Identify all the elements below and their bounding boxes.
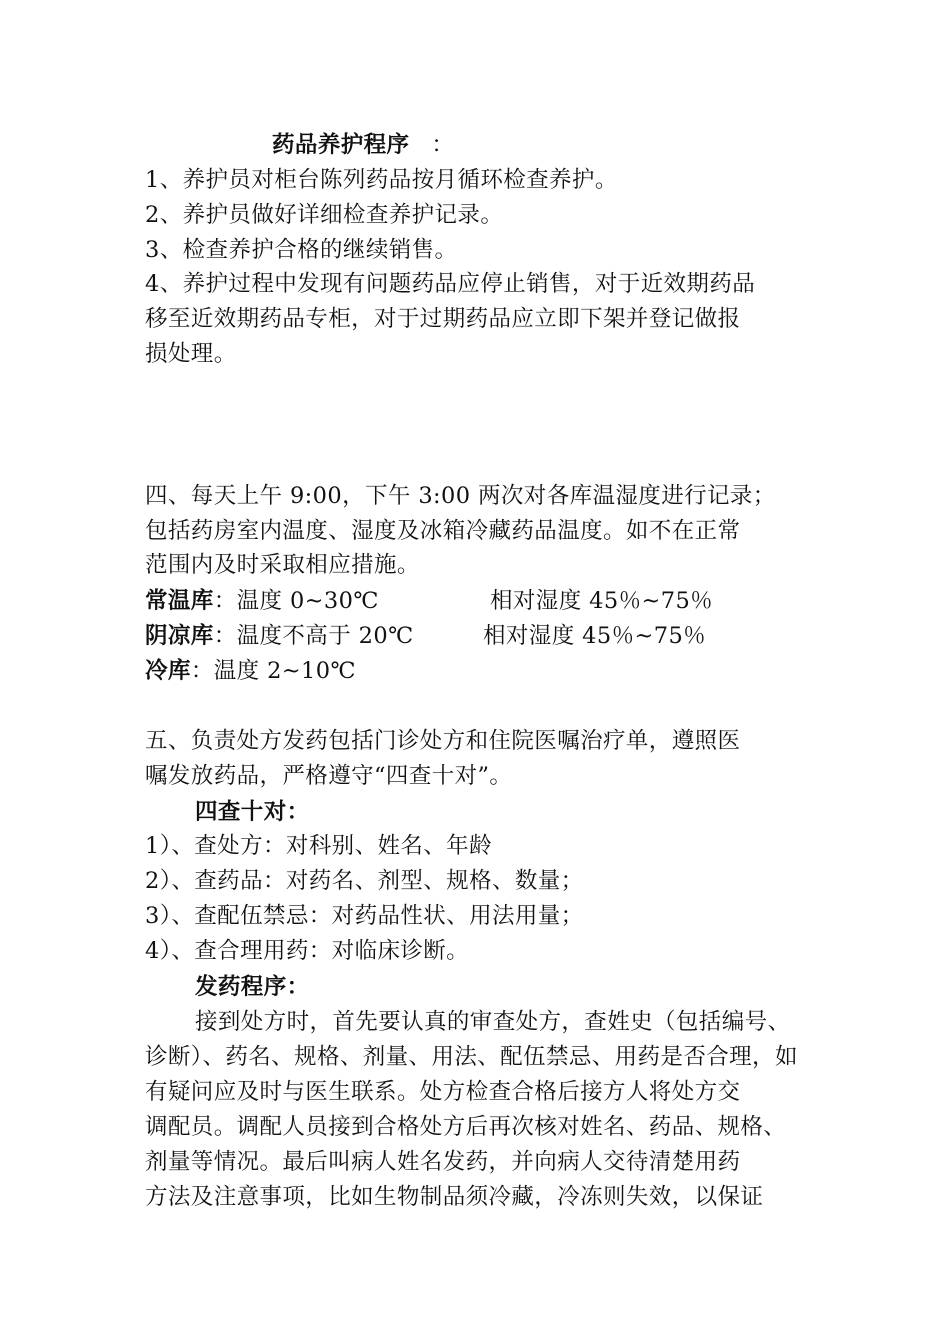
storage-row [145,654,356,688]
storage-row [145,584,379,618]
procedure-title: 发药程序： [195,974,310,1000]
paragraph-line: 损处理。 [145,341,237,367]
procedure-line: 调配员。调配人员接到合格处方后再次核对姓名、药品、规格、 [145,1114,787,1140]
procedure-line: 诊断）、药名、规格、剂量、用法、配伍禁忌、用药是否合理，如 [145,1044,798,1070]
procedure-line: 剂量等情况。最后叫病人姓名发药，并向病人交待清楚用药 [145,1149,741,1175]
storage-humidity: 相对湿度 45％~75％ [483,623,707,649]
storage-temp: ：温度 2~10℃ [190,658,357,684]
paragraph-line: 四、每天上午 9:00，下午 3:00 两次对各库温湿度进行记录； [145,483,776,509]
procedure-line: 有疑问应及时与医生联系。处方检查合格后接方人将处方交 [145,1079,741,1105]
check-item: 4）、查合理用药：对临床诊断。 [145,938,470,964]
storage-label: 常温库 [145,588,214,614]
storage-temp: ：温度 0~30℃ [213,588,379,614]
paragraph-line: 包括药房室内温度、湿度及冰箱冷藏药品温度。如不在正常 [145,518,741,544]
paragraph-line: 移至近效期药品专柜，对于过期药品应立即下架并登记做报 [145,306,741,332]
paragraph-line: 1、养护员对柜台陈列药品按月循环检查养护。 [145,167,618,193]
checks-title: 四查十对： [195,799,310,825]
check-item: 2）、查药品：对药名、剂型、规格、数量； [145,868,584,894]
procedure-line: 接到处方时，首先要认真的审查处方，查姓史（包括编号、 [195,1009,791,1035]
title-colon: ： [431,132,455,158]
storage-row [145,619,414,653]
paragraph-line: 4、养护过程中发现有问题药品应停止销售，对于近效期药品 [145,271,756,297]
paragraph-line: 3、检查养护合格的继续销售。 [145,237,458,263]
paragraph-line: 嘱发放药品，严格遵守“四查十对”。 [145,763,513,789]
paragraph-line: 2、养护员做好详细检查养护记录。 [145,202,504,228]
storage-humidity: 相对湿度 45％~75％ [490,588,714,614]
storage-label: 冷库 [145,658,191,684]
procedure-line: 方法及注意事项，比如生物制品须冷藏，冷冻则失效，以保证 [145,1184,764,1210]
check-item: 1）、查处方：对科别、姓名、年龄 [145,833,492,859]
storage-temp: ：温度不高于 20℃ [213,623,414,649]
paragraph-line: 五、负责处方发药包括门诊处方和住院医嘱治疗单，遵照医 [145,728,741,754]
title-text: 药品养护程序 [272,132,410,158]
section-title [272,128,454,162]
paragraph-line: 范围内及时采取相应措施。 [145,552,420,578]
check-item: 3）、查配伍禁忌：对药品性状、用法用量； [145,903,584,929]
storage-label: 阴凉库 [145,623,214,649]
